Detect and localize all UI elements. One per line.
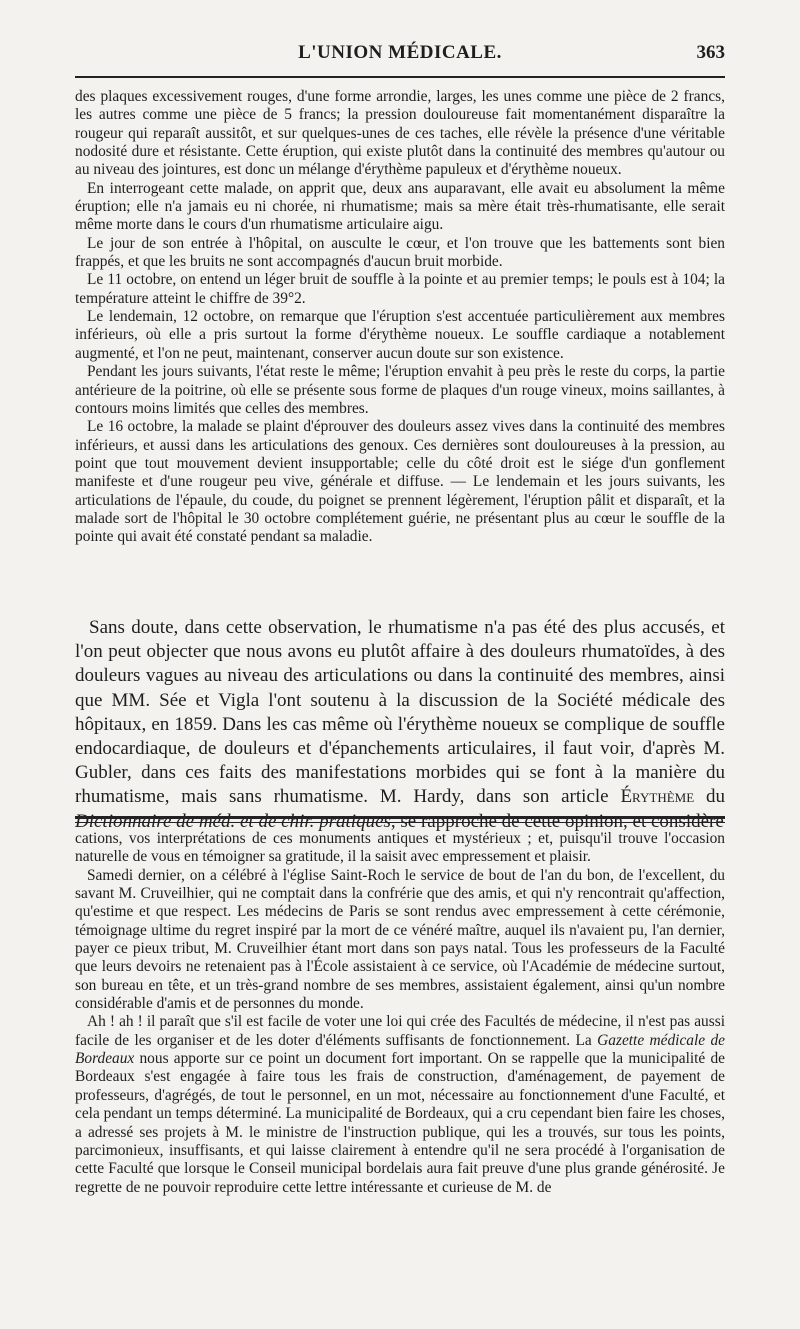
paragraph: Pendant les jours suivants, l'état reste le même; l'éruption envahit à peu près le reste du corps, la partie antérieure de la poitrine, où elle se présente sous forme de plaques d'un rouge vineux, moins saillantes, à contours moins limités que celles des membres. bbox=[75, 363, 725, 417]
discussion-text: Sans doute, dans cette observation, le rhumatisme n'a pas été des plus accusés, et l'on peut objecter que nous avons eu plutôt affaire à des douleurs rhumatoïdes, à des douleurs vagues au niveau des articulations ou dans la continuité des membres, ainsi que MM. Sée et Vigla l'ont soutenu à la discussion de la Société médicale des hôpitaux, en 1859. Dans les cas même où l'érythème noueux se complique de souffle endocardiaque, de douleurs et d'épanchements articulaires, il faut voir, d'après M. Gubler, dans ces faits des manifestations morbides qui se font à la manière du rhumatisme, mais sans rhumatisme. M. Hardy, dans son article bbox=[75, 617, 725, 808]
clinical-observation bbox=[75, 88, 725, 547]
paragraph-text: Ah ! ah ! il paraît que s'il est facile de voter une loi qui crée des Facultés de médecine, il n'est pas aussi facile de les organiser et de les doter d'éléments suffisants de fonctionnement. La bbox=[75, 1013, 725, 1049]
paragraph: Samedi dernier, on a célébré à l'église Saint-Roch le service de bout de l'an du bon, de l'excellent, du savant M. Cruveilhier, qui ne comptait dans la confrérie que des amis, et qui n'y rencontrait qu'affection, qu'estime et que respect. Les médecins de Paris se sont rendus avec empressement à cette cérémonie, témoignage ultime du regret inspiré par la mort de ce vénéré maître, auquel ils n'avaient pu, l'an dernier, payer ce pieux tribut, M. Cruveilhier étant mort dans son pays natal. Tous les professeurs de la Faculté que leurs devoirs ne retenaient pas à l'École assistaient à ce service, où l'Académie de médecine surtout, son bureau en tête, et un très-grand nombre de ses membres, assistaient également, ainsi qu'un nombre considérable d'amis et de personnes du monde. bbox=[75, 866, 725, 1013]
paragraph: cations, vos interprétations de ces monuments antiques et mystérieux ; et, puisqu'il trouve l'occasion naturelle de vous en témoigner sa gratitude, il la saisit avec empressement et plaisir. bbox=[75, 830, 725, 866]
paragraph: Le jour de son entrée à l'hôpital, on ausculte le cœur, et l'on trouve que les battements sont bien frappés, et que les bruits ne sont accompagnés d'aucun bruit morbide. bbox=[75, 234, 725, 271]
page-number: 363 bbox=[696, 42, 725, 63]
paragraph bbox=[75, 1013, 725, 1196]
gazette-title: Gazette médicale de Bordeaux bbox=[75, 1031, 725, 1068]
heading-word: Érythème bbox=[620, 786, 695, 808]
paragraph: Le lendemain, 12 octobre, on remarque que l'éruption s'est accentuée particulièrement aux membres inférieurs, où elle a pris surtout la forme d'érythème noueux. Le souffle cardiaque a notablement augmenté, et l'on ne peut, maintenant, conserver aucun doute sur son existence. bbox=[75, 308, 725, 362]
feuilleton bbox=[75, 830, 725, 1197]
feuilleton-rule-thin bbox=[75, 822, 725, 823]
feuilleton-rule bbox=[75, 816, 725, 819]
paragraph: des plaques excessivement rouges, d'une forme arrondie, larges, les unes comme une pièce de 2 francs, les autres comme une pièce de 5 francs; la pression douloureuse fait momentanément disparaître la rougeur qui reparaît aussitôt, et sur quelques-unes de ces taches, elle révèle la présence d'une véritable nodosité dure et résistante. Cette éruption, qui existe plutôt dans la continuité des membres qu'autour ou au niveau des jointures, est donc un mélange d'érythème papuleux et d'érythème noueux. bbox=[75, 88, 725, 179]
discussion bbox=[75, 616, 725, 834]
running-title: L'UNION MÉDICALE. bbox=[298, 42, 502, 63]
discussion-text: du bbox=[694, 786, 725, 808]
page-header bbox=[75, 40, 725, 70]
discussion-paragraph bbox=[75, 616, 725, 834]
paragraph-text: nous apporte sur ce point un document fort important. On se rappelle que la municipalité de Bordeaux s'est engagée à faire tous les frais de construction, d'aménagement, de payement de professeurs, d'agrégés, de tout le personnel, en un mot, nécessaire au fonctionnement d'une Faculté, et cela pendant un temps déterminé. La municipalité de Bordeaux, qui a cru cependant bien faire les choses, a adressé ses projets à M. le ministre de l'instruction publique, qui les a trouvés, sur tous les points, parcimonieux, insuffisants, et qui laisse clairement à entendre qu'il ne sera procédé à l'organisation de cette Faculté que lorsque le Conseil municipal bordelais aura fait preuve d'une plus grande générosité. Je regrette de ne pouvoir reproduire cette lettre intéressante et curieuse de M. de bbox=[75, 1050, 725, 1196]
paragraph: Le 11 octobre, on entend un léger bruit de souffle à la pointe et au premier temps; le pouls est à 104; la température atteint le chiffre de 39°2. bbox=[75, 271, 725, 307]
paragraph: En interrogeant cette malade, on apprit que, deux ans auparavant, elle avait eu absolument la même éruption; elle n'a jamais eu ni chorée, ni rhumatisme; mais sa mère était très-rhumatisante, elle serait même morte dans le cours d'un rhumatisme articulaire aigu. bbox=[75, 179, 725, 234]
paragraph: Le 16 octobre, la malade se plaint d'éprouver des douleurs assez vives dans la continuité des membres inférieurs, et aussi dans les articulations des genoux. Ces dernières sont douloureuses à la pression, au point que tout mouvement devient insupportable; celle du côté droit est le siége d'un gonflement manifeste et d'une rougeur peu vive, générale et diffuse. — Le lendemain et les jours suivants, les articulations de l'épaule, du coude, du poignet se prennent légèrement, l'éruption pâlit et disparaît, et la malade sort de l'hôpital le 30 octobre complétement guérie, ne présentant plus au cœur le souffle de la pointe qui avait été constaté pendant sa maladie. bbox=[75, 418, 725, 546]
header-rule bbox=[75, 76, 725, 78]
